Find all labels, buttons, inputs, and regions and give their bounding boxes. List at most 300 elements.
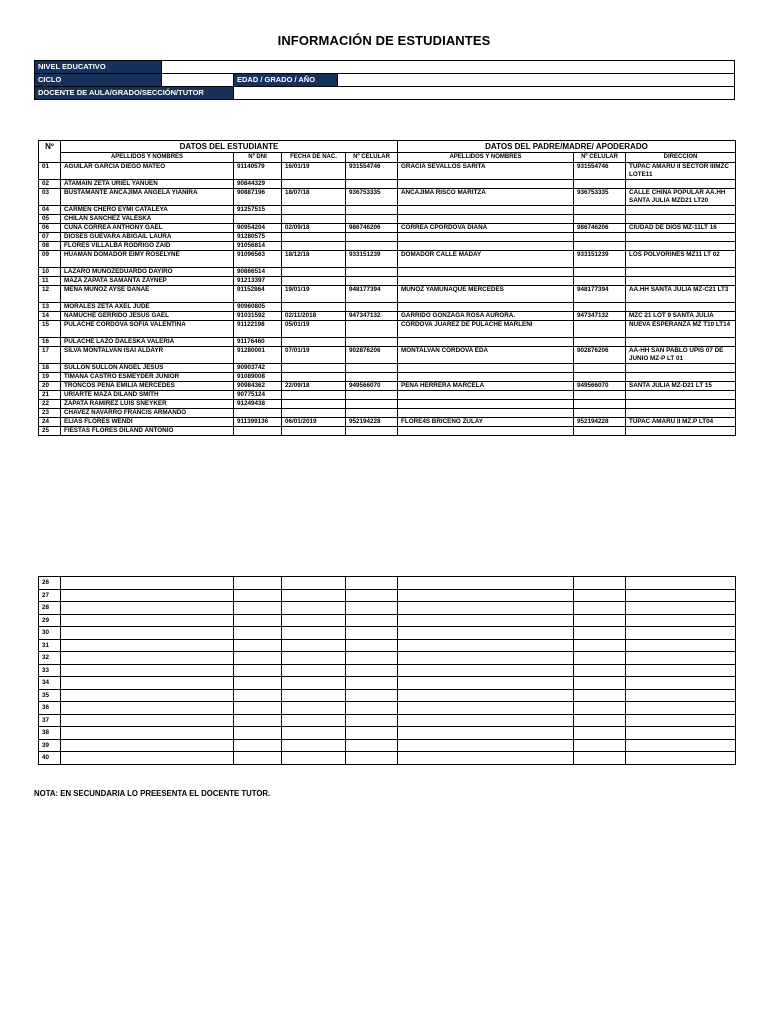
parent-address[interactable] <box>626 639 736 652</box>
student-birthdate[interactable] <box>282 277 346 286</box>
student-birthdate[interactable] <box>282 614 346 627</box>
student-birthdate[interactable] <box>282 303 346 312</box>
student-phone[interactable] <box>346 180 398 189</box>
student-phone[interactable] <box>346 664 398 677</box>
student-birthdate[interactable] <box>282 739 346 752</box>
parent-name[interactable] <box>398 639 574 652</box>
parent-name[interactable] <box>398 180 574 189</box>
row-number[interactable]: 22 <box>39 400 61 409</box>
student-name[interactable]: ZAPATA RAMIREZ LUIS SNEYKER <box>61 400 234 409</box>
parent-phone[interactable] <box>574 664 626 677</box>
student-name[interactable] <box>61 664 234 677</box>
student-name[interactable] <box>61 652 234 665</box>
row-number[interactable]: 11 <box>39 277 61 286</box>
parent-phone[interactable]: 936753335 <box>574 189 626 206</box>
student-dni[interactable]: 90775124 <box>234 391 282 400</box>
student-name[interactable]: FLORES VILLALBA RODRIGO ZAID <box>61 242 234 251</box>
student-phone[interactable] <box>346 639 398 652</box>
student-name[interactable]: SULLON SULLON ANGEL JESUS <box>61 364 234 373</box>
student-name[interactable]: TRONCOS PEÑA EMILIA MERCEDES <box>61 382 234 391</box>
student-phone[interactable] <box>346 303 398 312</box>
student-name[interactable]: BUSTAMANTE ANCAJIMA ANGELA YIANIRA <box>61 189 234 206</box>
parent-address[interactable]: TUPAC AMARU II MZ.P LT04 <box>626 418 736 427</box>
row-number[interactable]: 10 <box>39 268 61 277</box>
student-birthdate[interactable] <box>282 577 346 590</box>
parent-phone[interactable]: 947347132 <box>574 312 626 321</box>
student-phone[interactable] <box>346 338 398 347</box>
student-dni[interactable] <box>234 739 282 752</box>
parent-address[interactable] <box>626 400 736 409</box>
parent-phone[interactable] <box>574 427 626 436</box>
parent-name[interactable] <box>398 338 574 347</box>
student-phone[interactable]: 947347132 <box>346 312 398 321</box>
nivel-value-field[interactable] <box>162 61 735 74</box>
parent-phone[interactable] <box>574 689 626 702</box>
student-dni[interactable]: 91213397 <box>234 277 282 286</box>
student-dni[interactable] <box>234 664 282 677</box>
parent-name[interactable]: GARRIDO GONZAGA ROSA AURORA. <box>398 312 574 321</box>
student-dni[interactable]: 91249438 <box>234 400 282 409</box>
parent-phone[interactable] <box>574 373 626 382</box>
student-phone[interactable] <box>346 652 398 665</box>
student-birthdate[interactable] <box>282 589 346 602</box>
parent-address[interactable] <box>626 702 736 715</box>
student-birthdate[interactable]: 19/01/19 <box>282 286 346 303</box>
student-dni[interactable]: 90984362 <box>234 382 282 391</box>
student-name[interactable]: NAMUCHE GERRIDO JESUS GAEL <box>61 312 234 321</box>
student-birthdate[interactable] <box>282 714 346 727</box>
student-name[interactable]: MAZA ZAPATA SAMANTA ZAYNEP <box>61 277 234 286</box>
student-birthdate[interactable] <box>282 752 346 765</box>
student-dni[interactable]: 90960805 <box>234 303 282 312</box>
parent-phone[interactable] <box>574 321 626 338</box>
parent-phone[interactable]: 952194228 <box>574 418 626 427</box>
student-birthdate[interactable]: 05/01/19 <box>282 321 346 338</box>
student-name[interactable]: PULACHE LAZO DALESKA VALERIA <box>61 338 234 347</box>
parent-phone[interactable] <box>574 677 626 690</box>
parent-phone[interactable] <box>574 242 626 251</box>
student-phone[interactable] <box>346 277 398 286</box>
parent-phone[interactable]: 931554746 <box>574 163 626 180</box>
student-phone[interactable] <box>346 215 398 224</box>
student-birthdate[interactable] <box>282 364 346 373</box>
student-phone[interactable]: 986746206 <box>346 224 398 233</box>
parent-phone[interactable] <box>574 215 626 224</box>
parent-address[interactable] <box>626 277 736 286</box>
parent-address[interactable]: AA.HH SANTA JULIA MZ-C21 LT3 <box>626 286 736 303</box>
student-dni[interactable] <box>234 427 282 436</box>
student-dni[interactable]: 91122198 <box>234 321 282 338</box>
parent-phone[interactable]: 949566070 <box>574 382 626 391</box>
student-name[interactable] <box>61 589 234 602</box>
parent-name[interactable] <box>398 233 574 242</box>
student-birthdate[interactable] <box>282 268 346 277</box>
student-phone[interactable] <box>346 373 398 382</box>
student-dni[interactable]: 91152864 <box>234 286 282 303</box>
parent-name[interactable] <box>398 400 574 409</box>
student-phone[interactable] <box>346 627 398 640</box>
parent-name[interactable] <box>398 391 574 400</box>
row-number[interactable]: 12 <box>39 286 61 303</box>
student-dni[interactable]: 90844329 <box>234 180 282 189</box>
student-birthdate[interactable] <box>282 639 346 652</box>
parent-phone[interactable] <box>574 277 626 286</box>
student-name[interactable]: CHILAN SANCHEZ VALESKA <box>61 215 234 224</box>
student-name[interactable] <box>61 639 234 652</box>
student-phone[interactable] <box>346 702 398 715</box>
parent-address[interactable]: AA-HH SAN PABLO UPIS 07 DE JUNIO MZ-P LT 01 <box>626 347 736 364</box>
student-name[interactable] <box>61 714 234 727</box>
parent-address[interactable] <box>626 427 736 436</box>
parent-phone[interactable] <box>574 409 626 418</box>
parent-name[interactable] <box>398 677 574 690</box>
student-name[interactable]: SILVA MONTALVAN ISAI ALDAYR <box>61 347 234 364</box>
parent-phone[interactable] <box>574 180 626 189</box>
student-phone[interactable] <box>346 614 398 627</box>
parent-name[interactable]: CORDOVA JUAREZ DE PULACHE MARLENI <box>398 321 574 338</box>
parent-name[interactable] <box>398 614 574 627</box>
student-dni[interactable] <box>234 215 282 224</box>
parent-name[interactable] <box>398 589 574 602</box>
student-dni[interactable] <box>234 639 282 652</box>
student-name[interactable] <box>61 677 234 690</box>
parent-address[interactable] <box>626 233 736 242</box>
parent-address[interactable] <box>626 752 736 765</box>
parent-phone[interactable] <box>574 303 626 312</box>
row-number[interactable]: 16 <box>39 338 61 347</box>
student-birthdate[interactable] <box>282 391 346 400</box>
student-name[interactable]: DIOSES GUEVARA ABIGAIL LAURA <box>61 233 234 242</box>
parent-name[interactable] <box>398 277 574 286</box>
student-birthdate[interactable] <box>282 702 346 715</box>
student-name[interactable]: CHAVEZ NAVARRO FRANCIS ARMANDO <box>61 409 234 418</box>
student-name[interactable]: AGUILAR GARCÍA DIEGO MATEO <box>61 163 234 180</box>
student-dni[interactable] <box>234 714 282 727</box>
parent-name[interactable]: GRACIA SEVALLOS SARITA <box>398 163 574 180</box>
parent-address[interactable]: LOS POLVORINES MZ11 LT 02 <box>626 251 736 268</box>
parent-name[interactable] <box>398 752 574 765</box>
parent-phone[interactable]: 933151239 <box>574 251 626 268</box>
parent-address[interactable] <box>626 727 736 740</box>
parent-address[interactable] <box>626 677 736 690</box>
student-birthdate[interactable] <box>282 242 346 251</box>
student-birthdate[interactable]: 06/01/2019 <box>282 418 346 427</box>
student-name[interactable] <box>61 702 234 715</box>
student-dni[interactable] <box>234 614 282 627</box>
parent-phone[interactable] <box>574 639 626 652</box>
student-birthdate[interactable]: 02/09/18 <box>282 224 346 233</box>
parent-address[interactable] <box>626 373 736 382</box>
student-dni[interactable] <box>234 589 282 602</box>
student-dni[interactable]: 90866514 <box>234 268 282 277</box>
student-phone[interactable] <box>346 321 398 338</box>
row-number[interactable]: 03 <box>39 189 61 206</box>
student-name[interactable] <box>61 752 234 765</box>
parent-name[interactable] <box>398 242 574 251</box>
parent-name[interactable] <box>398 409 574 418</box>
student-dni[interactable] <box>234 752 282 765</box>
parent-name[interactable] <box>398 364 574 373</box>
student-dni[interactable]: 90887196 <box>234 189 282 206</box>
parent-name[interactable]: DOMADOR CALLE MADAY <box>398 251 574 268</box>
student-phone[interactable] <box>346 714 398 727</box>
row-number[interactable]: 01 <box>39 163 61 180</box>
student-birthdate[interactable] <box>282 215 346 224</box>
student-birthdate[interactable] <box>282 627 346 640</box>
student-dni[interactable]: 91176460 <box>234 338 282 347</box>
parent-name[interactable]: MONTALVAN CORDOVA EDA <box>398 347 574 364</box>
row-number[interactable]: 17 <box>39 347 61 364</box>
student-dni[interactable]: 91280575 <box>234 233 282 242</box>
row-number[interactable]: 15 <box>39 321 61 338</box>
parent-name[interactable] <box>398 652 574 665</box>
student-name[interactable] <box>61 689 234 702</box>
student-name[interactable]: MORALES ZETA AXEL JUDE <box>61 303 234 312</box>
student-birthdate[interactable]: 18/12/18 <box>282 251 346 268</box>
student-name[interactable]: PULACHE CORDOVA SOFIA VALENTINA <box>61 321 234 338</box>
student-name[interactable]: CUÑA CORREA ANTHONY GAEL <box>61 224 234 233</box>
parent-address[interactable] <box>626 303 736 312</box>
row-number[interactable]: 08 <box>39 242 61 251</box>
parent-phone[interactable] <box>574 652 626 665</box>
parent-name[interactable]: CORREA CPORDOVA DIANA <box>398 224 574 233</box>
edad-value-field[interactable] <box>338 74 735 87</box>
student-dni[interactable] <box>234 577 282 590</box>
student-phone[interactable] <box>346 391 398 400</box>
parent-phone[interactable] <box>574 739 626 752</box>
student-dni[interactable] <box>234 652 282 665</box>
student-dni[interactable]: 90903742 <box>234 364 282 373</box>
parent-address[interactable] <box>626 714 736 727</box>
student-birthdate[interactable] <box>282 677 346 690</box>
student-birthdate[interactable] <box>282 664 346 677</box>
student-dni[interactable]: 911399136 <box>234 418 282 427</box>
parent-address[interactable] <box>626 338 736 347</box>
row-number[interactable]: 23 <box>39 409 61 418</box>
student-phone[interactable] <box>346 602 398 615</box>
student-phone[interactable] <box>346 427 398 436</box>
docente-value-field[interactable] <box>234 87 735 100</box>
student-name[interactable]: HUAMAN DOMADOR EIMY ROSELYNE <box>61 251 234 268</box>
student-dni[interactable] <box>234 677 282 690</box>
student-name[interactable] <box>61 627 234 640</box>
parent-address[interactable]: MZC 21 LOT 9 SANTA JULIA <box>626 312 736 321</box>
student-birthdate[interactable]: 22/09/18 <box>282 382 346 391</box>
student-dni[interactable]: 91257515 <box>234 206 282 215</box>
student-dni[interactable]: 91280001 <box>234 347 282 364</box>
parent-address[interactable]: CIUDAD DE DIOS MZ-11LT 16 <box>626 224 736 233</box>
student-birthdate[interactable] <box>282 233 346 242</box>
parent-name[interactable] <box>398 664 574 677</box>
student-birthdate[interactable] <box>282 400 346 409</box>
student-dni[interactable]: 91089008 <box>234 373 282 382</box>
student-phone[interactable]: 931554746 <box>346 163 398 180</box>
student-dni[interactable] <box>234 409 282 418</box>
parent-phone[interactable] <box>574 268 626 277</box>
student-phone[interactable] <box>346 233 398 242</box>
student-phone[interactable] <box>346 577 398 590</box>
student-phone[interactable] <box>346 400 398 409</box>
parent-phone[interactable]: 948177394 <box>574 286 626 303</box>
student-phone[interactable] <box>346 589 398 602</box>
parent-address[interactable] <box>626 689 736 702</box>
student-dni[interactable]: 91140579 <box>234 163 282 180</box>
parent-phone[interactable] <box>574 702 626 715</box>
student-dni[interactable] <box>234 702 282 715</box>
row-number[interactable]: 06 <box>39 224 61 233</box>
row-number[interactable]: 25 <box>39 427 61 436</box>
student-birthdate[interactable]: 07/01/19 <box>282 347 346 364</box>
student-birthdate[interactable] <box>282 338 346 347</box>
student-phone[interactable]: 952194228 <box>346 418 398 427</box>
student-name[interactable]: ATAMAIN ZETA URIEL YANUEN <box>61 180 234 189</box>
parent-name[interactable] <box>398 215 574 224</box>
student-birthdate[interactable]: 02/11/2018 <box>282 312 346 321</box>
student-phone[interactable] <box>346 689 398 702</box>
student-birthdate[interactable]: 18/07/18 <box>282 189 346 206</box>
student-birthdate[interactable] <box>282 180 346 189</box>
student-phone[interactable] <box>346 409 398 418</box>
student-phone[interactable] <box>346 752 398 765</box>
student-dni[interactable]: 90954204 <box>234 224 282 233</box>
row-number[interactable]: 19 <box>39 373 61 382</box>
parent-phone[interactable] <box>574 338 626 347</box>
student-phone[interactable] <box>346 242 398 251</box>
parent-address[interactable]: NUEVA ESPERANZA MZ T10 LT14 <box>626 321 736 338</box>
parent-address[interactable] <box>626 180 736 189</box>
student-name[interactable]: URIARTE MAZA DILAND SMITH <box>61 391 234 400</box>
student-name[interactable]: CARMEN CHERO EYMI CATALEYA <box>61 206 234 215</box>
ciclo-value-field[interactable] <box>162 74 234 87</box>
parent-phone[interactable] <box>574 627 626 640</box>
parent-name[interactable] <box>398 689 574 702</box>
student-name[interactable] <box>61 602 234 615</box>
row-number[interactable]: 24 <box>39 418 61 427</box>
parent-phone[interactable] <box>574 602 626 615</box>
parent-name[interactable] <box>398 602 574 615</box>
parent-name[interactable] <box>398 577 574 590</box>
student-phone[interactable]: 936753335 <box>346 189 398 206</box>
student-phone[interactable] <box>346 268 398 277</box>
row-number[interactable]: 14 <box>39 312 61 321</box>
row-number[interactable]: 07 <box>39 233 61 242</box>
parent-name[interactable] <box>398 268 574 277</box>
student-birthdate[interactable] <box>282 727 346 740</box>
student-name[interactable]: FIESTAS FLORES DILAND ANTONIO <box>61 427 234 436</box>
parent-phone[interactable]: 902876206 <box>574 347 626 364</box>
student-birthdate[interactable] <box>282 373 346 382</box>
parent-phone[interactable] <box>574 577 626 590</box>
parent-name[interactable] <box>398 373 574 382</box>
student-dni[interactable]: 91056814 <box>234 242 282 251</box>
student-dni[interactable] <box>234 627 282 640</box>
parent-name[interactable] <box>398 206 574 215</box>
student-birthdate[interactable] <box>282 689 346 702</box>
student-phone[interactable] <box>346 364 398 373</box>
student-dni[interactable] <box>234 689 282 702</box>
parent-phone[interactable]: 986746206 <box>574 224 626 233</box>
parent-phone[interactable] <box>574 233 626 242</box>
parent-name[interactable]: FLORE4S BRICEÑO ZULAY <box>398 418 574 427</box>
row-number[interactable]: 20 <box>39 382 61 391</box>
student-name[interactable]: LAZARO MUÑOZEDUARDO DAYIRO <box>61 268 234 277</box>
student-dni[interactable] <box>234 727 282 740</box>
student-name[interactable] <box>61 739 234 752</box>
parent-phone[interactable] <box>574 727 626 740</box>
parent-address[interactable] <box>626 739 736 752</box>
parent-address[interactable] <box>626 627 736 640</box>
parent-phone[interactable] <box>574 364 626 373</box>
parent-phone[interactable] <box>574 391 626 400</box>
student-dni[interactable]: 91096563 <box>234 251 282 268</box>
parent-address[interactable] <box>626 206 736 215</box>
student-name[interactable] <box>61 614 234 627</box>
student-name[interactable]: MENA MUÑOZ AYSE DANAE <box>61 286 234 303</box>
parent-phone[interactable] <box>574 589 626 602</box>
student-phone[interactable] <box>346 206 398 215</box>
student-phone[interactable] <box>346 677 398 690</box>
row-number[interactable]: 18 <box>39 364 61 373</box>
parent-name[interactable] <box>398 727 574 740</box>
parent-address[interactable] <box>626 391 736 400</box>
parent-address[interactable] <box>626 242 736 251</box>
parent-name[interactable] <box>398 427 574 436</box>
row-number[interactable]: 21 <box>39 391 61 400</box>
parent-address[interactable] <box>626 589 736 602</box>
parent-address[interactable] <box>626 409 736 418</box>
student-dni[interactable]: 91031592 <box>234 312 282 321</box>
student-name[interactable] <box>61 577 234 590</box>
parent-address[interactable]: TUPAC AMARU II SECTOR IIIMZC LOTE11 <box>626 163 736 180</box>
parent-phone[interactable] <box>574 714 626 727</box>
parent-name[interactable] <box>398 303 574 312</box>
parent-address[interactable]: CALLE CHINA POPULAR AA.HH SANTA JULIA MZD21 LT20 <box>626 189 736 206</box>
student-name[interactable]: TIMANA CASTRO ESMEYDER JUNIOR <box>61 373 234 382</box>
parent-name[interactable]: MUÑOZ YAMUNAQUE MERCEDES <box>398 286 574 303</box>
student-birthdate[interactable] <box>282 602 346 615</box>
parent-phone[interactable] <box>574 206 626 215</box>
parent-name[interactable] <box>398 714 574 727</box>
parent-address[interactable]: SANTA JULIA MZ-D21 LT 15 <box>626 382 736 391</box>
parent-address[interactable] <box>626 364 736 373</box>
parent-address[interactable] <box>626 215 736 224</box>
parent-address[interactable] <box>626 614 736 627</box>
row-number[interactable]: 04 <box>39 206 61 215</box>
student-birthdate[interactable] <box>282 427 346 436</box>
student-name[interactable] <box>61 727 234 740</box>
student-birthdate[interactable] <box>282 409 346 418</box>
parent-address[interactable] <box>626 268 736 277</box>
parent-address[interactable] <box>626 652 736 665</box>
parent-address[interactable] <box>626 602 736 615</box>
parent-name[interactable] <box>398 627 574 640</box>
parent-name[interactable]: PEÑA HERRERA MARCELA <box>398 382 574 391</box>
parent-address[interactable] <box>626 664 736 677</box>
student-phone[interactable]: 948177394 <box>346 286 398 303</box>
student-birthdate[interactable]: 16/01/19 <box>282 163 346 180</box>
parent-phone[interactable] <box>574 400 626 409</box>
student-phone[interactable]: 933151239 <box>346 251 398 268</box>
student-name[interactable]: ELIAS FLORES WENDI <box>61 418 234 427</box>
student-birthdate[interactable] <box>282 652 346 665</box>
student-birthdate[interactable] <box>282 206 346 215</box>
student-phone[interactable]: 902876206 <box>346 347 398 364</box>
parent-name[interactable]: ANCAJIMA RISCO MARITZA <box>398 189 574 206</box>
student-dni[interactable] <box>234 602 282 615</box>
row-number[interactable]: 09 <box>39 251 61 268</box>
student-phone[interactable]: 949566070 <box>346 382 398 391</box>
row-number[interactable]: 05 <box>39 215 61 224</box>
